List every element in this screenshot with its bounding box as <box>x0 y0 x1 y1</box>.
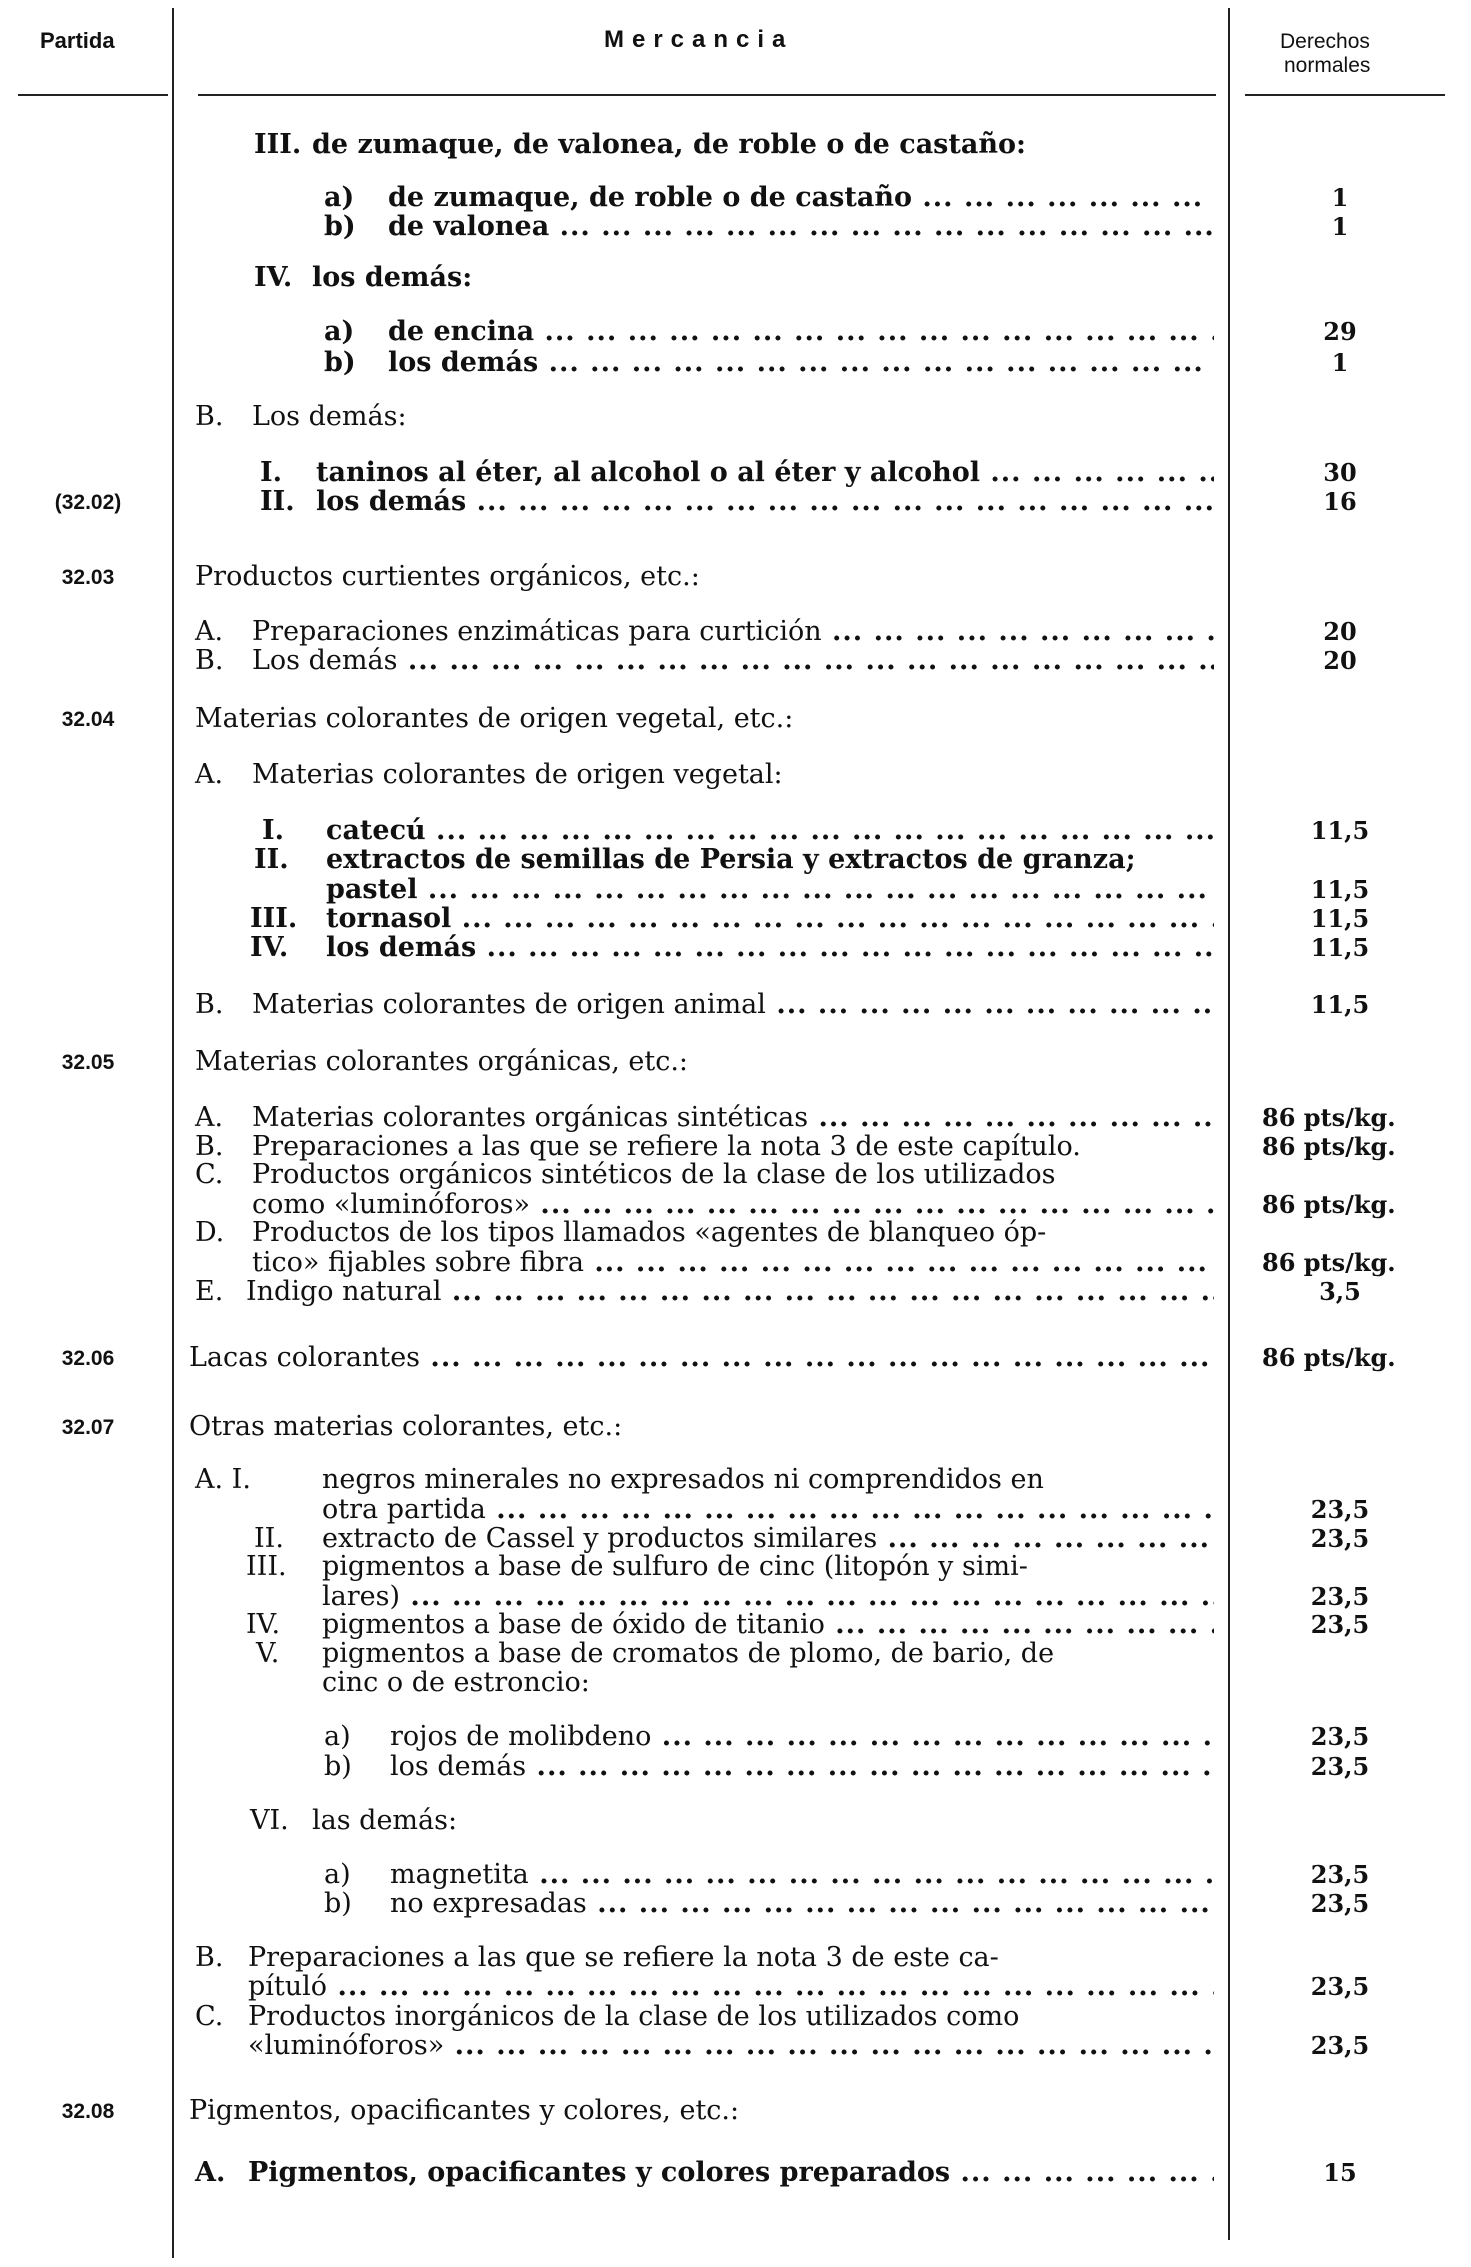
table-row <box>0 2002 1471 2032</box>
duty-rate: 30 <box>1323 458 1357 487</box>
duty-rate: 86 pts/kg. <box>1262 1132 1396 1161</box>
duty-rate: 86 pts/kg. <box>1262 1343 1396 1372</box>
header-partida: Partida <box>40 28 115 53</box>
duty-rate: 23,5 <box>1310 2031 1370 2060</box>
table-row <box>0 1639 1471 1669</box>
item-description: Materias colorantes de origen animal ... . <box>252 990 1214 1020</box>
table-row <box>0 1218 1471 1248</box>
item-description: lares) ... . <box>322 1582 1214 1612</box>
item-label: I. <box>262 815 285 846</box>
duty-rate: 1 <box>1331 212 1349 241</box>
table-row <box>0 130 1471 160</box>
item-description: Preparaciones a las que se refiere la nota 3 de este ca- <box>248 1943 999 1973</box>
item-description: Pigmentos, opacificantes y colores, etc.: <box>189 2096 740 2126</box>
duty-rate: 11,5 <box>1310 933 1370 962</box>
partida-code: 32.04 <box>61 708 115 731</box>
item-description: Materias colorantes de origen vegetal, etc.: <box>195 704 794 734</box>
item-description: extracto de Cassel y productos similares ... . <box>322 1524 1214 1554</box>
table-row <box>0 1552 1471 1582</box>
table-row <box>0 487 1471 517</box>
item-label: b) <box>324 347 356 378</box>
item-label: b) <box>324 211 356 242</box>
table-row <box>0 1190 1471 1220</box>
table-row <box>0 933 1471 963</box>
duty-rate: 11,5 <box>1310 990 1370 1019</box>
item-description: Otras materias colorantes, etc.: <box>189 1412 623 1442</box>
table-row <box>0 2031 1471 2061</box>
partida-code: (32.02) <box>54 491 122 514</box>
item-label: A. <box>195 2157 226 2188</box>
item-description: Preparaciones a las que se refiere la nota 3 de este capítulo. <box>252 1132 1081 1162</box>
item-description: pastel ... . <box>326 875 1214 905</box>
item-label: a) <box>324 1721 351 1752</box>
table-row <box>0 317 1471 347</box>
duty-rate: 23,5 <box>1310 1610 1370 1639</box>
duty-rate: 23,5 <box>1310 1752 1370 1781</box>
table-row <box>0 183 1471 213</box>
item-label: a) <box>324 316 355 347</box>
table-row <box>0 1465 1471 1495</box>
item-description: Los demás ... . <box>252 646 1214 676</box>
table-row <box>0 1524 1471 1554</box>
item-description: como «luminóforos» ... . <box>252 1190 1214 1220</box>
table-row <box>0 1889 1471 1919</box>
table-row <box>0 1343 1471 1373</box>
item-description: extractos de semillas de Persia y extractos de granza; <box>326 845 1136 875</box>
item-label: A. <box>195 759 224 790</box>
duty-rate: 11,5 <box>1310 816 1370 845</box>
partida-code: 32.07 <box>61 1416 115 1439</box>
item-label: a) <box>324 1859 351 1890</box>
duty-rate: 11,5 <box>1310 875 1370 904</box>
item-description: Los demás: <box>252 402 407 432</box>
table-row <box>0 348 1471 378</box>
duty-rate: 1 <box>1331 348 1349 377</box>
item-description: Productos de los tipos llamados «agentes de blanqueo óp- <box>252 1218 1047 1248</box>
table-row <box>0 2096 1471 2126</box>
item-label: IV. <box>246 1609 281 1640</box>
duty-rate: 23,5 <box>1310 1722 1370 1751</box>
item-description: negros minerales no expresados ni comprendidos en <box>322 1465 1044 1495</box>
item-description: los demás ... . <box>326 933 1214 963</box>
table-row <box>0 1160 1471 1190</box>
item-description: Productos orgánicos sintéticos de la clase de los utilizados <box>252 1160 1056 1190</box>
partida-code: 32.06 <box>61 1347 115 1370</box>
item-description: Preparaciones enzimáticas para curtición ... . <box>252 617 1214 647</box>
table-row <box>0 2158 1471 2188</box>
item-description: tico» fijables sobre fibra ... . <box>252 1248 1214 1278</box>
item-label: D. <box>195 1217 225 1248</box>
item-description: los demás ... . <box>316 487 1214 517</box>
item-label: a) <box>324 182 355 213</box>
duty-rate: 23,5 <box>1310 1972 1370 2001</box>
table-row <box>0 1047 1471 1077</box>
partida-code: 32.08 <box>61 2100 115 2123</box>
table-row <box>0 875 1471 905</box>
item-label: B. <box>195 1131 224 1162</box>
item-description: Materias colorantes de origen vegetal: <box>252 760 783 790</box>
table-row <box>0 402 1471 432</box>
item-description: tornasol ... . <box>326 904 1214 934</box>
item-description: magnetita ... . <box>390 1860 1214 1890</box>
item-description: taninos al éter, al alcohol o al éter y alcohol ... . <box>316 458 1214 488</box>
duty-rate: 1 <box>1331 183 1349 212</box>
item-label: IV. <box>254 262 293 293</box>
table-row <box>0 1582 1471 1612</box>
item-description: pigmentos a base de óxido de titanio ... . <box>322 1610 1214 1640</box>
item-label: III. <box>246 1551 287 1582</box>
item-description: Indigo natural ... . <box>246 1277 1214 1307</box>
item-label: B. <box>195 989 224 1020</box>
duty-rate: 23,5 <box>1310 1524 1370 1553</box>
duty-rate: 11,5 <box>1310 904 1370 933</box>
item-description: las demás: <box>312 1806 458 1836</box>
item-description: Productos inorgánicos de la clase de los utilizados como <box>248 2002 1020 2032</box>
duty-rate: 20 <box>1323 646 1357 675</box>
table-row <box>0 1668 1471 1698</box>
item-description: pítuló ... . <box>248 1972 1214 2002</box>
duty-rate: 86 pts/kg. <box>1262 1248 1396 1277</box>
item-label: I. <box>260 457 283 488</box>
item-description: de zumaque, de valonea, de roble o de castaño: <box>312 130 1026 160</box>
item-description: de encina ... . <box>388 317 1214 347</box>
table-row <box>0 562 1471 592</box>
table-row <box>0 1943 1471 1973</box>
item-label: II. <box>260 486 295 517</box>
item-label: IV. <box>250 932 289 963</box>
table-row <box>0 1277 1471 1307</box>
table-row <box>0 760 1471 790</box>
item-description: catecú ... . <box>326 816 1214 846</box>
table-row <box>0 1495 1471 1525</box>
item-label: B. <box>195 645 224 676</box>
item-description: Materias colorantes orgánicas sintéticas ... . <box>252 1103 1214 1133</box>
table-row <box>0 212 1471 242</box>
item-description: los demás ... . <box>390 1752 1214 1782</box>
duty-rate: 20 <box>1323 617 1357 646</box>
item-label: E. <box>195 1276 224 1307</box>
table-row <box>0 617 1471 647</box>
item-label: III. <box>250 903 298 934</box>
item-description: «luminóforos» ... . <box>248 2031 1214 2061</box>
duty-rate: 23,5 <box>1310 1889 1370 1918</box>
table-row <box>0 1752 1471 1782</box>
table-row <box>0 263 1471 293</box>
table-row <box>0 1103 1471 1133</box>
item-description: los demás: <box>312 263 473 293</box>
item-description: Materias colorantes orgánicas, etc.: <box>195 1047 689 1077</box>
item-label: II. <box>254 844 289 875</box>
duty-rate: 29 <box>1323 317 1357 346</box>
duty-rate: 16 <box>1323 487 1357 516</box>
table-row <box>0 1412 1471 1442</box>
item-label: VI. <box>250 1805 289 1836</box>
item-description: los demás ... . <box>388 348 1214 378</box>
item-description: Productos curtientes orgánicos, etc.: <box>195 562 700 592</box>
duty-rate: 23,5 <box>1310 1582 1370 1611</box>
item-label: C. <box>195 2001 224 2032</box>
item-label: B. <box>195 401 224 432</box>
table-row <box>0 845 1471 875</box>
duty-rate: 23,5 <box>1310 1495 1370 1524</box>
table-row <box>0 1806 1471 1836</box>
table-row <box>0 1610 1471 1640</box>
partida-code: 32.05 <box>61 1051 115 1074</box>
item-description: de zumaque, de roble o de castaño ... . <box>388 183 1214 213</box>
table-row <box>0 904 1471 934</box>
item-label: C. <box>195 1159 224 1190</box>
partida-code: 32.03 <box>61 566 115 589</box>
table-row <box>0 1972 1471 2002</box>
item-label: A. <box>195 616 224 647</box>
item-description: rojos de molibdeno ... . <box>390 1722 1214 1752</box>
item-description: pigmentos a base de sulfuro de cinc (litopón y simi- <box>322 1552 1028 1582</box>
header-normales: normales <box>1284 54 1371 77</box>
item-description: cinc o de estroncio: <box>322 1668 590 1698</box>
item-description: Lacas colorantes ... . <box>189 1343 1214 1373</box>
item-label: b) <box>324 1888 352 1919</box>
item-description: Pigmentos, opacificantes y colores preparados ... . <box>248 2158 1214 2188</box>
table-row <box>0 990 1471 1020</box>
item-description: de valonea ... . <box>388 212 1214 242</box>
duty-rate: 86 pts/kg. <box>1262 1190 1396 1219</box>
duty-rate: 15 <box>1323 2158 1357 2187</box>
table-row <box>0 816 1471 846</box>
duty-rate: 86 pts/kg. <box>1262 1103 1396 1132</box>
item-label: A. I. <box>195 1464 251 1495</box>
item-label: B. <box>195 1942 224 1973</box>
item-description: otra partida ... . <box>322 1495 1214 1525</box>
header-mercancia: Mercancia <box>604 26 794 53</box>
item-label: V. <box>256 1638 280 1669</box>
table-row <box>0 1248 1471 1278</box>
item-label: II. <box>254 1523 284 1554</box>
item-description: no expresadas ... . <box>390 1889 1214 1919</box>
duty-rate: 3,5 <box>1319 1277 1361 1306</box>
table-row <box>0 1860 1471 1890</box>
duty-rate: 23,5 <box>1310 1860 1370 1889</box>
table-row <box>0 646 1471 676</box>
item-label: A. <box>195 1102 224 1133</box>
table-row <box>0 458 1471 488</box>
item-description: pigmentos a base de cromatos de plomo, de bario, de <box>322 1639 1055 1669</box>
table-row <box>0 1722 1471 1752</box>
table-row <box>0 1132 1471 1162</box>
header-derechos: Derechos <box>1280 30 1370 53</box>
table-row <box>0 704 1471 734</box>
item-label: b) <box>324 1751 352 1782</box>
item-label: III. <box>254 129 302 160</box>
